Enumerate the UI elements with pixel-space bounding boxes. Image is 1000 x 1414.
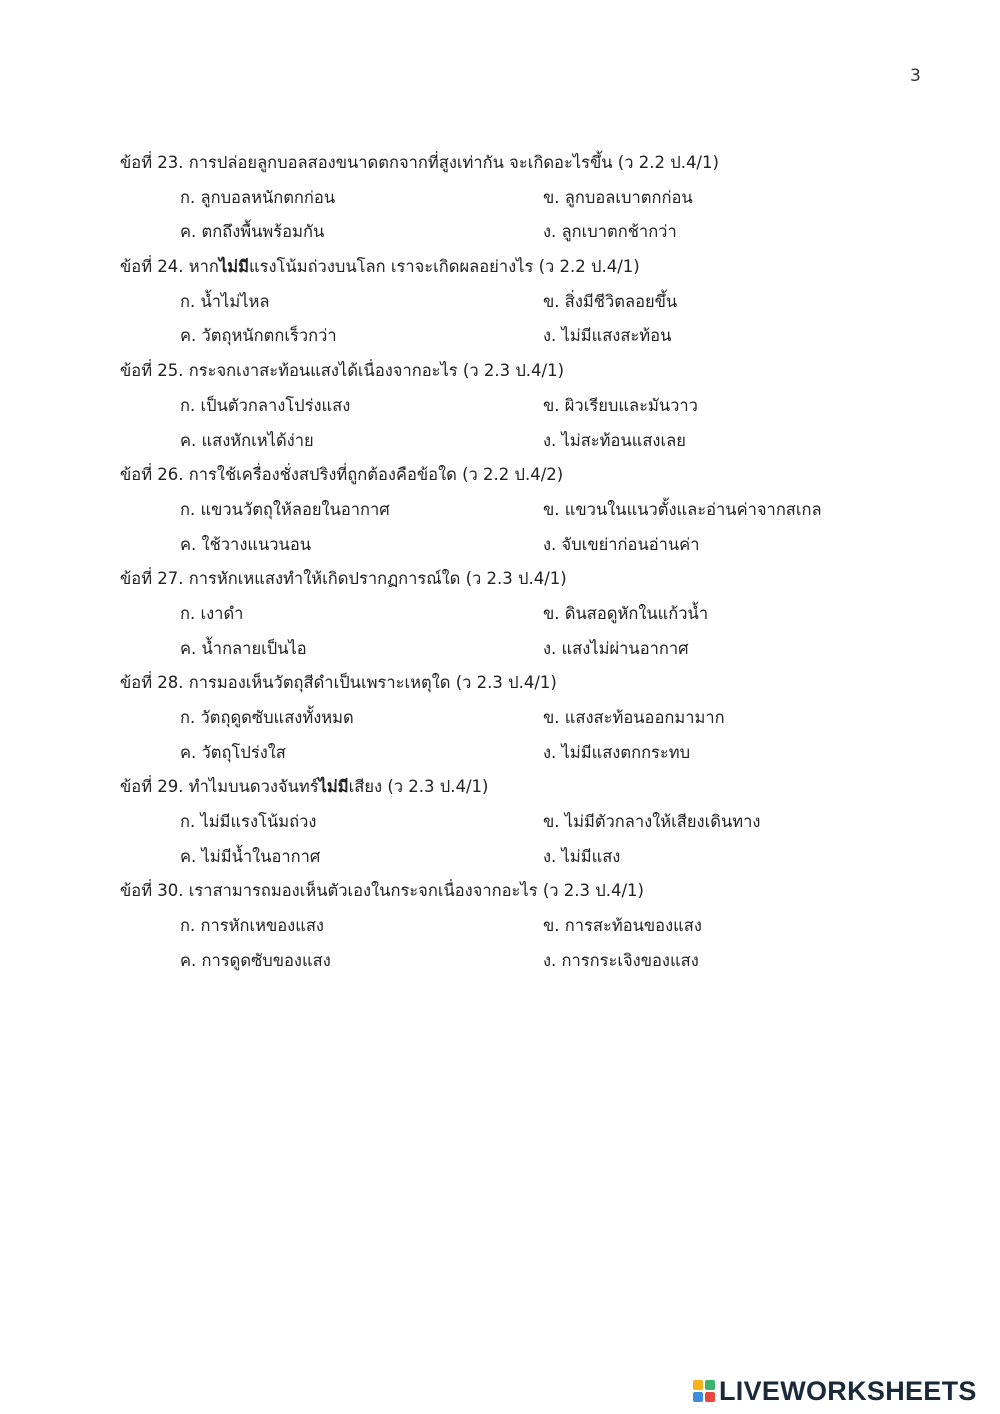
- option-row: [120, 805, 940, 840]
- option-row: [120, 215, 940, 250]
- option-row: [120, 424, 940, 459]
- option-c: ค. น้ำกลายเป็นไอ: [180, 638, 307, 658]
- stem-text: ข้อที่ 29. ทำไมบนดวงจันทร์: [120, 777, 319, 797]
- logo-square: [693, 1380, 703, 1390]
- option-b: ข. แขวนในแนวตั้งและอ่านค่าจากสเกล: [543, 499, 822, 519]
- option-row: [120, 493, 940, 528]
- question-stem: ข้อที่ 28. การมองเห็นวัตถุสีดำเป็นเพราะเหตุใด (ว 2.3 ป.4/1): [120, 673, 557, 693]
- question-stem: ข้อที่ 23. การปล่อยลูกบอลสองขนาดตกจากที่สูงเท่ากัน จะเกิดอะไรขึ้น (ว 2.2 ป.4/1): [120, 153, 719, 172]
- option-a: ก. วัตถุดูดซับแสงทั้งหมด: [180, 708, 354, 727]
- option-b: ข. ผิวเรียบและมันวาว: [543, 395, 698, 415]
- logo-square: [705, 1392, 715, 1402]
- stem-emphasis: ไม่มี: [218, 257, 249, 277]
- logo-square: [693, 1392, 703, 1402]
- option-a: ก. การหักเหของแสง: [180, 916, 324, 936]
- liveworksheets-logo-text: LIVEWORKSHEETS: [719, 1375, 977, 1406]
- page-number: 3: [910, 66, 921, 86]
- option-a: ก. ลูกบอลหนักตกก่อน: [180, 187, 336, 207]
- liveworksheets-logo: [693, 1373, 977, 1409]
- option-b: ข. ลูกบอลเบาตกก่อน: [543, 187, 693, 207]
- stem-text: ข้อที่ 24. หาก: [120, 257, 219, 277]
- option-c: ค. การดูดซับของแสง: [180, 950, 331, 970]
- logo-square: [705, 1380, 715, 1390]
- question-stem: [120, 770, 940, 805]
- option-b: ข. ดินสอดูหักในแก้วน้ำ: [543, 603, 709, 623]
- option-c: ค. วัตถุหนักตกเร็วกว่า: [180, 326, 337, 346]
- option-d: ง. แสงไม่ผ่านอากาศ: [543, 638, 689, 658]
- option-d: ง. ไม่มีแสงตกกระทบ: [543, 742, 691, 762]
- option-row: [120, 528, 940, 563]
- stem-emphasis: ไม่มี: [318, 777, 349, 797]
- liveworksheets-logo-icon: [693, 1380, 715, 1402]
- option-a: ก. เป็นตัวกลางโปร่งแสง: [180, 395, 351, 415]
- option-d: ง. ลูกเบาตกช้ากว่า: [543, 222, 677, 242]
- option-c: ค. ใช้วางแนวนอน: [180, 534, 312, 554]
- option-a: ก. ไม่มีแรงโน้มถ่วง: [180, 812, 317, 832]
- option-row: [120, 736, 940, 771]
- question-stem: [120, 250, 940, 285]
- option-c: ค. แสงหักเหได้ง่าย: [180, 430, 314, 450]
- option-b: ข. แสงสะท้อนออกมามาก: [543, 708, 725, 727]
- stem-text: แรงโน้มถ่วงบนโลก เราจะเกิดผลอย่างไร (ว 2.2 ป.4/1): [249, 257, 640, 277]
- option-row: [120, 701, 940, 736]
- option-row: [120, 909, 940, 944]
- question-stem: ข้อที่ 30. เราสามารถมองเห็นตัวเองในกระจกเนื่องจากอะไร (ว 2.3 ป.4/1): [120, 881, 644, 901]
- option-d: ง. ไม่มีแสง: [543, 846, 621, 866]
- question-list: [120, 146, 940, 979]
- option-row: [120, 389, 940, 424]
- option-b: ข. สิ่งมีชีวิตลอยขึ้น: [543, 291, 678, 311]
- option-d: ง. ไม่สะท้อนแสงเลย: [543, 430, 686, 450]
- option-b: ข. การสะท้อนของแสง: [543, 916, 702, 936]
- option-a: ก. น้ำไม่ไหล: [180, 291, 270, 311]
- option-c: ค. วัตถุโปร่งใส: [180, 742, 286, 762]
- option-row: [120, 632, 940, 667]
- option-d: ง. การกระเจิงของแสง: [543, 950, 699, 970]
- option-row: [120, 840, 940, 875]
- question-stem: ข้อที่ 25. กระจกเงาสะท้อนแสงได้เนื่องจากอะไร (ว 2.3 ป.4/1): [120, 361, 565, 381]
- option-d: ง. จับเขย่าก่อนอ่านค่า: [543, 534, 700, 554]
- option-b: ข. ไม่มีตัวกลางให้เสียงเดินทาง: [543, 812, 761, 832]
- option-row: [120, 319, 940, 354]
- option-a: ก. เงาดำ: [180, 603, 244, 623]
- option-row: [120, 181, 940, 216]
- option-row: [120, 597, 940, 632]
- stem-text: เสียง (ว 2.3 ป.4/1): [348, 777, 489, 797]
- question-stem: ข้อที่ 27. การหักเหแสงทำให้เกิดปรากฏการณ์ใด (ว 2.3 ป.4/1): [120, 569, 567, 589]
- question-stem: ข้อที่ 26. การใช้เครื่องชั่งสปริงที่ถูกต้องคือข้อใด (ว 2.2 ป.4/2): [120, 465, 564, 485]
- option-a: ก. แขวนวัตถุให้ลอยในอากาศ: [180, 499, 390, 519]
- option-row: [120, 285, 940, 320]
- option-d: ง. ไม่มีแสงสะท้อน: [543, 326, 672, 346]
- option-row: [120, 944, 940, 979]
- option-c: ค. ไม่มีน้ำในอากาศ: [180, 846, 321, 866]
- option-c: ค. ตกถึงพื้นพร้อมกัน: [180, 222, 325, 242]
